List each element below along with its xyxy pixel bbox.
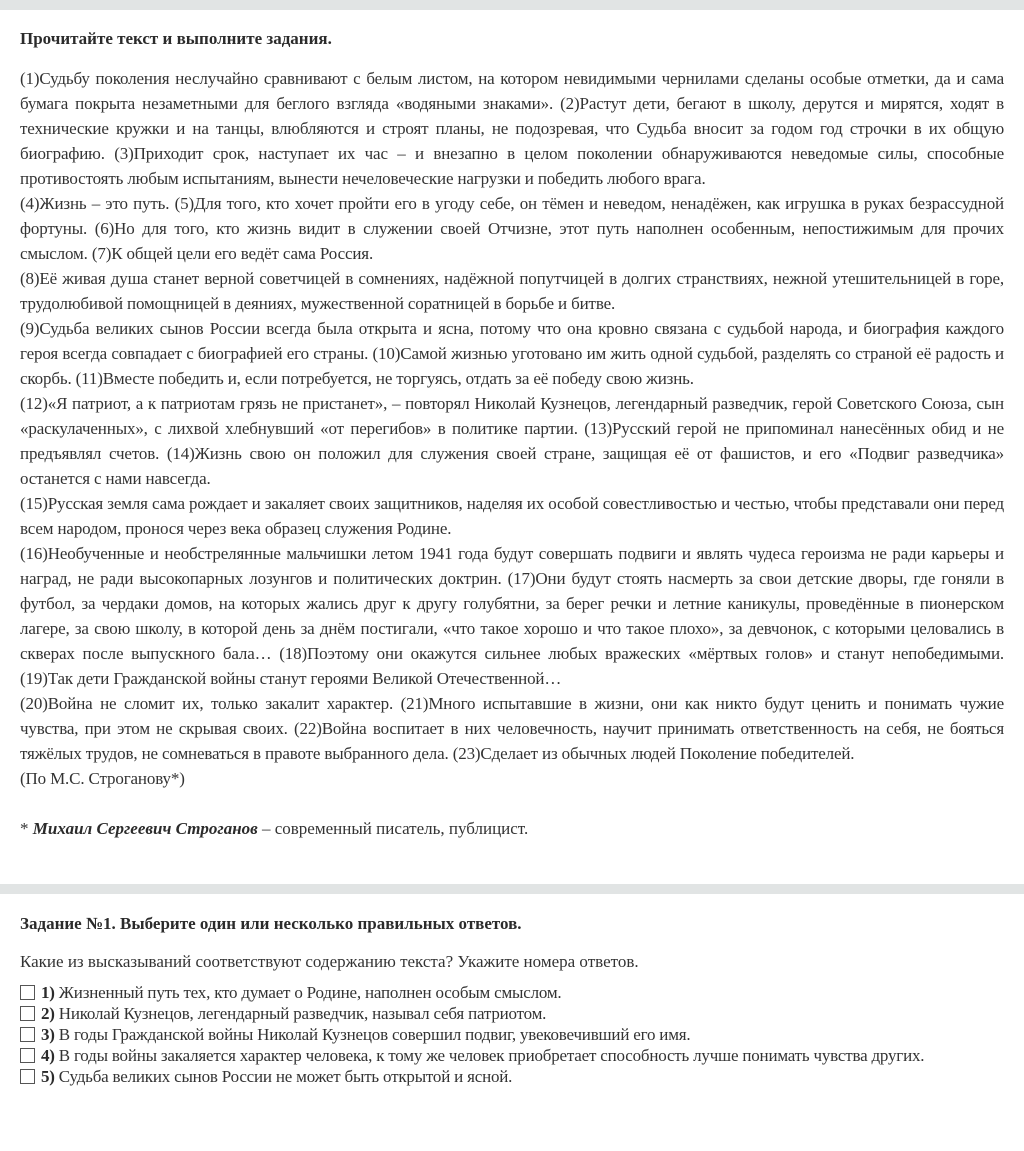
reading-section bbox=[0, 27, 1024, 841]
text-paragraph: (16)Необученные и необстрелянные мальчишки летом 1941 года будут совершать подвиги и являть чудеса героизма не ради карьеры и наград, не ради высокопарных лозунгов и политических доктрин. (17)Они будут стоять насмерть за свои детские дворы, где гоняли в футбол, за чердаки домов, на которых жались друг к другу голубятни, за берег речки и летние каникулы, проведённые в пионерском лагере, за свою школу, в которой день за днём постигали, «что такое хорошо и что такое плохо», за девчонок, с которыми целовались в скверах после выпускного бала… (18)Поэтому они окажутся сильнее любых вражеских «мёртвых голов» и станут непобедимыми. (19)Так дети Гражданской войны станут героями Великой Отечественной… bbox=[20, 544, 1004, 688]
text-paragraph: (15)Русская земля сама рождает и закаляет своих защитников, наделяя их особой совестливостью и честью, чтобы представали они перед всем народом, пронося через века образец служения Родине. bbox=[20, 494, 1004, 538]
text-paragraph: (9)Судьба великих сынов России всегда была открыта и ясна, потому что она кровно связана с судьбой народа, и биография каждого героя всегда совпадает с биографией его страны. (10)Самой жизнью уготовано им жить одной судьбой, разделять со страной её радость и скорбь. (11)Вместе победить и, если потребуется, не торгуясь, отдать за её победу свою жизнь. bbox=[20, 319, 1004, 388]
task-question: Какие из высказываний соответствуют содержанию текста? Укажите номера ответов. bbox=[20, 952, 639, 971]
option-checkbox[interactable] bbox=[20, 1006, 35, 1021]
task-section bbox=[0, 912, 1024, 1087]
top-bar bbox=[0, 0, 1024, 10]
text-paragraph: (12)«Я патриот, а к патриотам грязь не пристанет», – повторял Николай Кузнецов, легендарный разведчик, герой Советского Союза, сын «раскулаченных», с лихвой хлебнувший «от перегибов» в политике партии. (13)Русский герой не припоминал нанесённых обид и не предъявлял счетов. (14)Жизнь свою он положил для служения своей стране, защищая её от фашистов, и его «Подвиг разведчика» останется с нами навсегда. bbox=[20, 394, 1004, 488]
footnote-marker: * bbox=[20, 819, 33, 838]
option-text: Судьба великих сынов России не может быть открытой и ясной. bbox=[58, 1067, 513, 1086]
option-checkbox[interactable] bbox=[20, 1027, 35, 1042]
footnote-author-name: Михаил Сергеевич Строганов bbox=[32, 819, 258, 838]
author-attribution: (По М.С. Строганову*) bbox=[20, 769, 185, 788]
option-text: Николай Кузнецов, легендарный разведчик, называл себя патриотом. bbox=[58, 1004, 547, 1023]
text-paragraph: (20)Война не сломит их, только закалит характер. (21)Много испытавшие в жизни, они как никто будут ценить и понимать чужие чувства, при этом не скрывая своих. (22)Война воспитает в них человечность, научит принимать ответственность на себя, не бояться тяжёлых трудов, не сомневаться в правоте выбранного дела. (23)Сделает из обычных людей Поколение победителей. bbox=[20, 694, 1004, 763]
answer-option[interactable] bbox=[20, 1003, 1004, 1024]
text-paragraph: (4)Жизнь – это путь. (5)Для того, кто хочет пройти его в угоду себе, он тёмен и неведом, ненадёжен, как игрушка в руках безрассудной фортуны. (6)Но для того, кто жизнь видит в служении своей Отчизне, этот путь наполнен особенным, непостижимым для прочих смыслом. (7)К общей цели его ведёт сама Россия. bbox=[20, 194, 1004, 263]
option-text: Жизненный путь тех, кто думает о Родине, наполнен особым смыслом. bbox=[58, 983, 562, 1002]
option-checkbox[interactable] bbox=[20, 1048, 35, 1063]
task-title: Задание №1. Выберите один или несколько правильных ответов. bbox=[20, 914, 522, 933]
answer-option[interactable] bbox=[20, 1066, 1004, 1087]
option-number: 5) bbox=[41, 1067, 55, 1086]
reading-text bbox=[20, 66, 1004, 791]
option-checkbox[interactable] bbox=[20, 1069, 35, 1084]
section-separator bbox=[0, 884, 1024, 894]
option-number: 2) bbox=[41, 1004, 55, 1023]
text-paragraph: (8)Её живая душа станет верной советчицей в сомнениях, надёжной попутчицей в долгих странствиях, нежной утешительницей в горе, трудолюбивой помощницей в деяниях, мужественной соратницей в борьбе и битве. bbox=[20, 269, 1004, 313]
answer-option[interactable] bbox=[20, 1045, 1004, 1066]
answer-option[interactable] bbox=[20, 982, 1004, 1003]
option-number: 1) bbox=[41, 983, 55, 1002]
option-number: 4) bbox=[41, 1046, 55, 1065]
answer-options bbox=[20, 982, 1004, 1087]
option-text: В годы Гражданской войны Николай Кузнецов совершил подвиг, увековечивший его имя. bbox=[58, 1025, 691, 1044]
instruction-heading: Прочитайте текст и выполните задания. bbox=[20, 29, 332, 48]
footnote bbox=[20, 816, 1004, 841]
option-checkbox[interactable] bbox=[20, 985, 35, 1000]
footnote-description: – современный писатель, публицист. bbox=[257, 819, 529, 838]
answer-option[interactable] bbox=[20, 1024, 1004, 1045]
option-number: 3) bbox=[41, 1025, 55, 1044]
text-paragraph: (1)Судьбу поколения неслучайно сравнивают с белым листом, на котором невидимыми чернилами сделаны особые отметки, да и сама бумага покрыта незаметными для беглого взгляда «водяными знаками». (2)Растут дети, бегают в школу, дерутся и мирятся, ходят в технические кружки и на танцы, влюбляются и строят планы, не подозревая, что Судьба вносит за годом год строчки в их общую биографию. (3)Приходит срок, наступает их час – и внезапно в целом поколении обнаруживаются неведомые силы, способные противостоять любым испытаниям, вынести нечеловеческие нагрузки и победить любого врага. bbox=[20, 69, 1004, 188]
option-text: В годы войны закаляется характер человека, к тому же человек приобретает способность лучше понимать чувства других. bbox=[58, 1046, 925, 1065]
